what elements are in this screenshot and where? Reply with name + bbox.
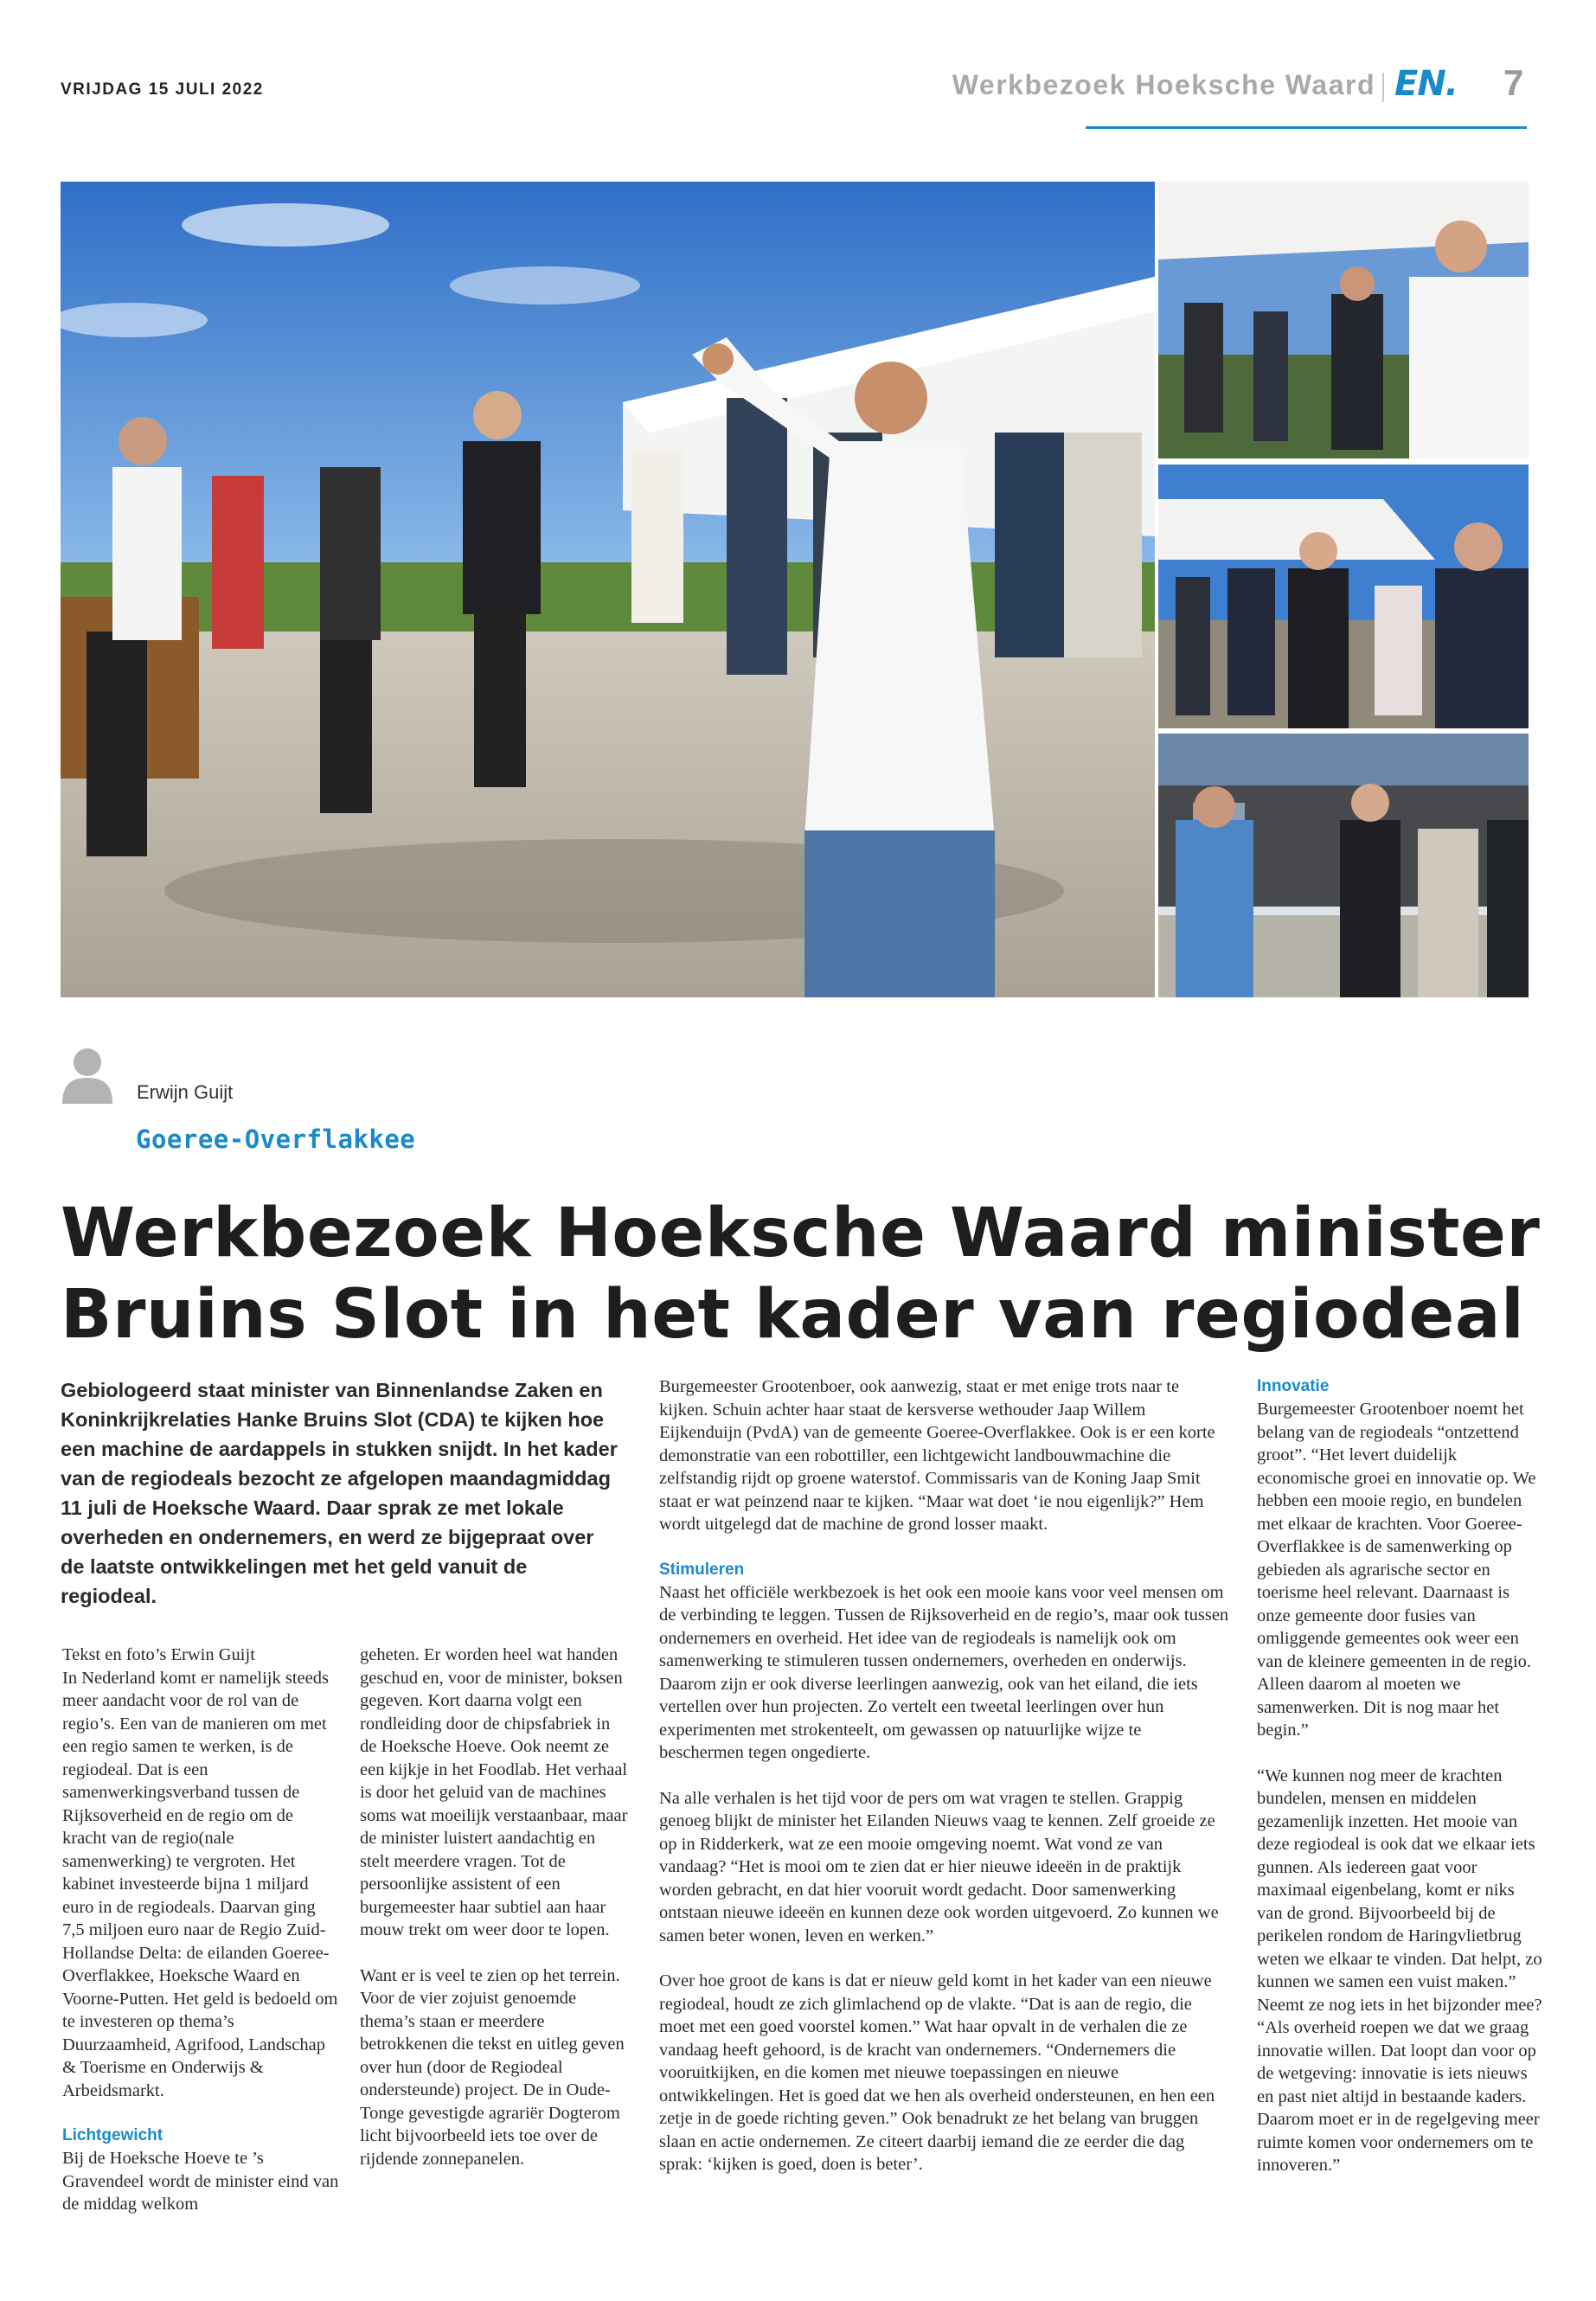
publication-logo: EN. [1394,64,1458,104]
body-paragraph: Naast het officiële werkbezoek is het ook een mooie kans voor veel mensen om de verbinding te leggen. Tussen de Rijksoverheid en de regio’s, maar ook tussen ondernemers en overheid. Het idee van de regiodeals is namelijk ook om samenwerking te stimuleren tussen ondernemers, overheden en onderwijs. Daarom zijn er ook diverse leerlingen aanwezig, ook van het eiland, die iets vertellen over hun projecten. Zo vertelt een tweetal leerlingen over hun experimenten met strokenteelt, om gewassen op natuurlijke wijze te beschermen tegen ongedierte. [659,1582,1229,1762]
body-column-3 [659,1375,1230,2199]
body-column-1 [62,1644,339,2239]
headline: Werkbezoek Hoeksche Waard minister Bruins Slot in het kader van regiodeal [61,1195,1541,1354]
subheading-innovatie: Innovatie [1257,1377,1330,1395]
issue-date: VRIJDAG 15 JULI 2022 [61,80,264,99]
body-column-4 [1257,1375,1542,2200]
header-rule [1086,126,1527,129]
side-photo-3 [1158,734,1529,997]
region-label: Goeree-Overflakkee [136,1125,416,1154]
body-paragraph: Want er is veel te zien op het terrein. Voor de vier zojuist genoemde thema’s staan er meerdere betrokkenen die tekst en uitleg geven over hun (door de Regiodeal ondersteunde) project. De in Oude-Tonge gevestigde agrariër Dogterom licht bijvoorbeeld iets toe over de rijdende zonnepanelen. [360,1965,625,2169]
body-paragraph: “We kunnen nog meer de krachten bundelen, mensen en middelen gezamenlijk inzetten. Het mooie van deze regiodeal is ook dat we elkaar iets gunnen. Als iedereen gaat voor maximaal eigenbelang, komt er niks van de grond. Bijvoorbeeld bij de perikelen rondom de Haringvlietbrug weten we elkaar te vinden. Dat helpt, zo kunnen we samen een vuist maken.” Neemt ze nog iets in het bijzonder mee? “Als overheid roepen we dat we graag innovatie willen. Dat loopt dan voor op de wetgeving: innovatie is iets nieuws en past niet altijd in bestaande kaders. Daarom moet er in de regelgeving meer ruimte komen voor ondernemers om te innoveren.” [1257,1766,1542,2175]
subheading-lichtgewicht: Lichtgewicht [62,2126,163,2144]
body-paragraph: Over hoe groot de kans is dat er nieuw geld komt in het kader van een nieuwe regiodeal, houdt ze zich glimlachend op de vlakte. “Dat is aan de regio, die moet met een goed voorstel komen.” Wat haar opvalt in de verhalen die ze vandaag heeft gehoord, is de kracht van ondernemers. “Ondernemers die vooruitkijken, en die komen met nieuwe toepassingen en nieuwe ontwikkelingen. Het is goed dat we hen als overheid ondersteunen, en hen een zetje in de goede richting geven.” Ook benadrukt ze het belang van bruggen slaan en actie ondernemen. Ze citeert daarbij iemand die ze eerder die dag sprak: ‘kijken is goed, doen is beter’. [659,1971,1215,2174]
avatar-icon [61,1045,114,1104]
intro-paragraph: Gebiologeerd staat minister van Binnenlandse Zaken en Koninkrijkrelaties Hanke Bruins Slot (CDA) te kijken hoe een machine de aardappels in stukken snijdt. In het kader van de regiodeals bezocht ze afgelopen maandagmiddag 11 juli de Hoeksche Waard. Daar sprak ze met lokale overheden en ondernemers, en werd ze bijgepraat over de laatste ontwikkelingen met het geld vanuit de regiodeal. [61,1379,618,1607]
author-name: Erwijn Guijt [137,1081,234,1103]
header-divider [1382,73,1384,102]
body-paragraph: In Nederland komt er namelijk steeds meer aandacht voor de rol van de regio’s. Een van de manieren om met een regio samen te werken, is de regiodeal. Dat is een samenwerkingsverband tussen de Rijksoverheid en de regio om de kracht van de regio(nale samenwerking) te vergroten. Het kabinet investeerde bijna 1 miljard euro in de regiodeals. Daarvan ging 7,5 miljoen euro naar de Regio Zuid-Hollandse Delta: de eilanden Goeree-Overflakkee, Hoeksche Waard en Voorne-Putten. Het geld is bedoeld om te investeren op thema’s Duurzaamheid, Agrifood, Landschap & Toerisme en Onderwijs & Arbeidsmarkt. [62,1668,338,2100]
photo-credit: Tekst en foto’s Erwin Guijt [62,1645,255,1664]
body-paragraph: Bij de Hoeksche Hoeve te ’s Gravendeel wordt de minister eind van de middag welkom [62,2149,339,2214]
section-title: Werkbezoek Hoeksche Waard [952,69,1375,100]
side-photo-1 [1158,182,1529,458]
body-paragraph: geheten. Er worden heel wat handen geschud en, voor de minister, boksen gegeven. Kort daarna volgt een rondleiding door de chipsfabriek in de Hoeksche Hoeve. Ook neemt ze een kijkje in het Foodlab. Het verhaal is door het geluid van de machines soms wat moeilijk verstaanbaar, maar de minister luistert aandachtig en stelt meerdere vragen. Tot de persoonlijke assistent of een burgemeester haar subtiel aan haar mouw trekt om weer door te lopen. [360,1645,628,1939]
body-paragraph: Burgemeester Grootenboer noemt het belang van de regiodeals “ontzettend groot”. “Het levert duidelijk economische groei en innovatie op. We hebben een mooie regio, en bundelen met elkaar de krachten. Voor Goeree-Overflakkee is de samenwerking op gebieden als agrarische sector en toerisme heel relevant. Daarnaast is onze gemeente door fusies van omliggende gemeentes ook weer een van de kleinere gemeenten in de regio. Alleen daarom al moeten we samenwerken. Dit is nog maar het begin.” [1257,1400,1536,1740]
side-photo-2 [1158,465,1529,728]
subheading-stimuleren: Stimuleren [659,1560,745,1579]
body-column-2 [360,1644,628,2193]
main-photo [61,182,1155,997]
body-paragraph: Burgemeester Grootenboer, ook aanwezig, staat er met enige trots naar te kijken. Schuin achter haar staat de kersverse wethouder Jaap Willem Eijkenduijn (PvdA) van de gemeente Goeree-Overflakkee. Ook is er een korte demonstratie van een robottiller, een lichtgewicht landbouwmachine die zelfstandig rijdt op groene waterstof. Commissaris van de Koning Jaap Smit staat er wat peinzend naar te kijken. “Maar wat doet ‘ie nou eigenlijk?” Hem wordt uitgelegd dat de machine de grond losser maakt. [659,1377,1215,1534]
page-number: 7 [1503,62,1524,103]
body-paragraph: Na alle verhalen is het tijd voor de pers om wat vragen te stellen. Grappig genoeg blijkt de minister het Eilanden Nieuws vaag te kennen. Zelf groeide ze op in Ridderkerk, wat ze een mooie omgeving noemt. Wat vond ze van vandaag? “Het is mooi om te zien dat er hier nieuwe ideeën in de praktijk worden gebracht, en dat hier vooruit wordt gedacht. Door samenwerking ontstaan nieuwe ideeën en kunnen deze ook worden uitgevoerd. Zo kunnen we samen beter wonen, leven en werken.” [659,1788,1219,1945]
